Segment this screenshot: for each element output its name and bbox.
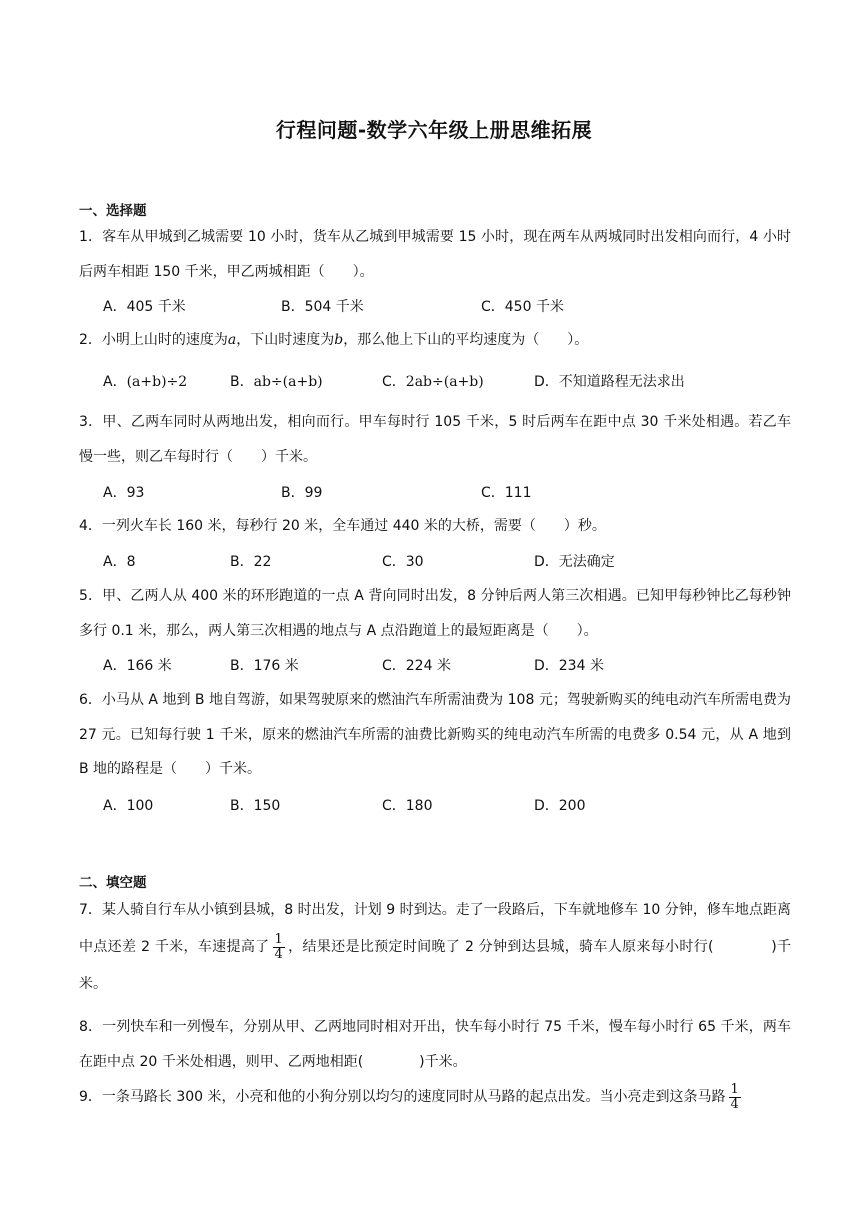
option-a-expression: (a+b)÷2 — [126, 374, 188, 390]
option-c: C．111 — [481, 485, 532, 501]
option-c: C．224 米 — [382, 658, 451, 674]
question-2-prefix: 2．小明上山时的速度为 — [79, 332, 228, 348]
question-6-options — [103, 795, 793, 819]
option-d: D．无法确定 — [534, 554, 615, 570]
option-c: C．180 — [382, 798, 433, 814]
question-7-part1: 7．某人骑自行车从小镇到县城，8 时出发，计划 9 时到达。走了一段路后，下车就地修车 10 分钟，修车地点距离中点还差 2 千米，车速提高了 — [79, 902, 791, 955]
option-b: B．99 — [281, 485, 323, 501]
option-d: D．200 — [534, 798, 586, 814]
option-c-expression: 2ab÷(a+b) — [405, 374, 484, 390]
question-8: 8．一列快车和一列慢车，分别从甲、乙两地同时相对开出，快车每小时行 75 千米，慢车每小时行 65 千米，两车在距中点 20 千米处相遇，则甲、乙两地相距( )千米。 — [79, 1019, 791, 1070]
option-a: A．(a+b)÷2 — [103, 374, 188, 390]
option-b: B．504 千米 — [281, 299, 364, 315]
question-2-options — [103, 371, 793, 395]
option-c: C．2ab÷(a+b) — [382, 374, 484, 390]
option-a: A．100 — [103, 798, 154, 814]
question-3-options — [103, 482, 793, 506]
question-4: 4．一列火车长 160 米，每秒行 20 米，全车通过 440 米的大桥，需要（ ）秒。 — [79, 518, 606, 534]
question-5: 5．甲、乙两人从 400 米的环形跑道的一点 A 背向同时出发，8 分钟后两人第三次相遇。已知甲每秒钟比乙每秒钟多行 0.1 米，那么，两人第三次相遇的地点与 A 点沿跑道上的最短距离是（ ）。 — [79, 588, 791, 639]
fraction-one-quarter: $\frac{1}{4}$ — [274, 931, 283, 962]
option-a: A．405 千米 — [103, 299, 186, 315]
question-1-options — [103, 296, 793, 320]
question-7-part2: ，结果还是比预定时间晚了 2 分钟到达县城，骑车人原来每小时行( )千米。 — [79, 939, 791, 992]
option-a: A．166 米 — [103, 658, 172, 674]
question-2-mid: ，下山时速度为 — [236, 332, 335, 348]
option-d: D．不知道路程无法求出 — [534, 374, 685, 390]
option-c: C．30 — [382, 554, 424, 570]
var-b: b — [334, 332, 344, 348]
question-2 — [79, 323, 791, 358]
section-heading-choice: 一、选择题 — [79, 203, 147, 219]
page-title: 行程问题-数学六年级上册思维拓展 — [275, 118, 593, 142]
question-7 — [79, 892, 791, 1003]
question-1: 1．客车从甲城到乙城需要 10 小时，货车从乙城到甲城需要 15 小时，现在两车从两城同时出发相向而行，4 小时后两车相距 150 千米，甲乙两城相距（ ）。 — [79, 229, 791, 280]
option-a: A．93 — [103, 485, 145, 501]
question-4-options — [103, 551, 793, 575]
option-c: C．450 千米 — [481, 299, 564, 315]
question-2-suffix: ，那么他上下山的平均速度为（ ）。 — [343, 332, 589, 348]
question-3: 3．甲、乙两车同时从两地出发，相向而行。甲车每时行 105 千米，5 时后两车在距中点 30 千米处相遇。若乙车慢一些，则乙车每时行（ ）千米。 — [79, 414, 791, 465]
option-b-expression: ab÷(a+b) — [253, 374, 323, 390]
option-b: B．22 — [230, 554, 272, 570]
var-a: a — [227, 332, 237, 348]
question-9 — [79, 1080, 791, 1115]
question-5-options — [103, 655, 793, 679]
fraction-one-quarter: $\frac{1}{4}$ — [730, 1081, 739, 1112]
question-6: 6．小马从 A 地到 B 地自驾游，如果驾驶原来的燃油汽车所需油费为 108 元；驾驶新购买的纯电动汽车所需电费为 27 元。已知每行驶 1 千米，原来的燃油汽车所需的油费比新购买的纯电动汽车所需的电费多 0.54 元，从 A 地到 B 地的路程是（ ）千米。 — [79, 692, 791, 777]
option-b: B．150 — [230, 798, 281, 814]
option-b: B．176 米 — [230, 658, 299, 674]
option-a: A．8 — [103, 554, 136, 570]
section-heading-fill-blank: 二、填空题 — [79, 875, 147, 891]
question-9-part1: 9．一条马路长 300 米，小亮和他的小狗分别以均匀的速度同时从马路的起点出发。当小亮走到这条马路 — [79, 1089, 726, 1105]
option-b: B．ab÷(a+b) — [230, 374, 323, 390]
option-d: D．234 米 — [534, 658, 604, 674]
